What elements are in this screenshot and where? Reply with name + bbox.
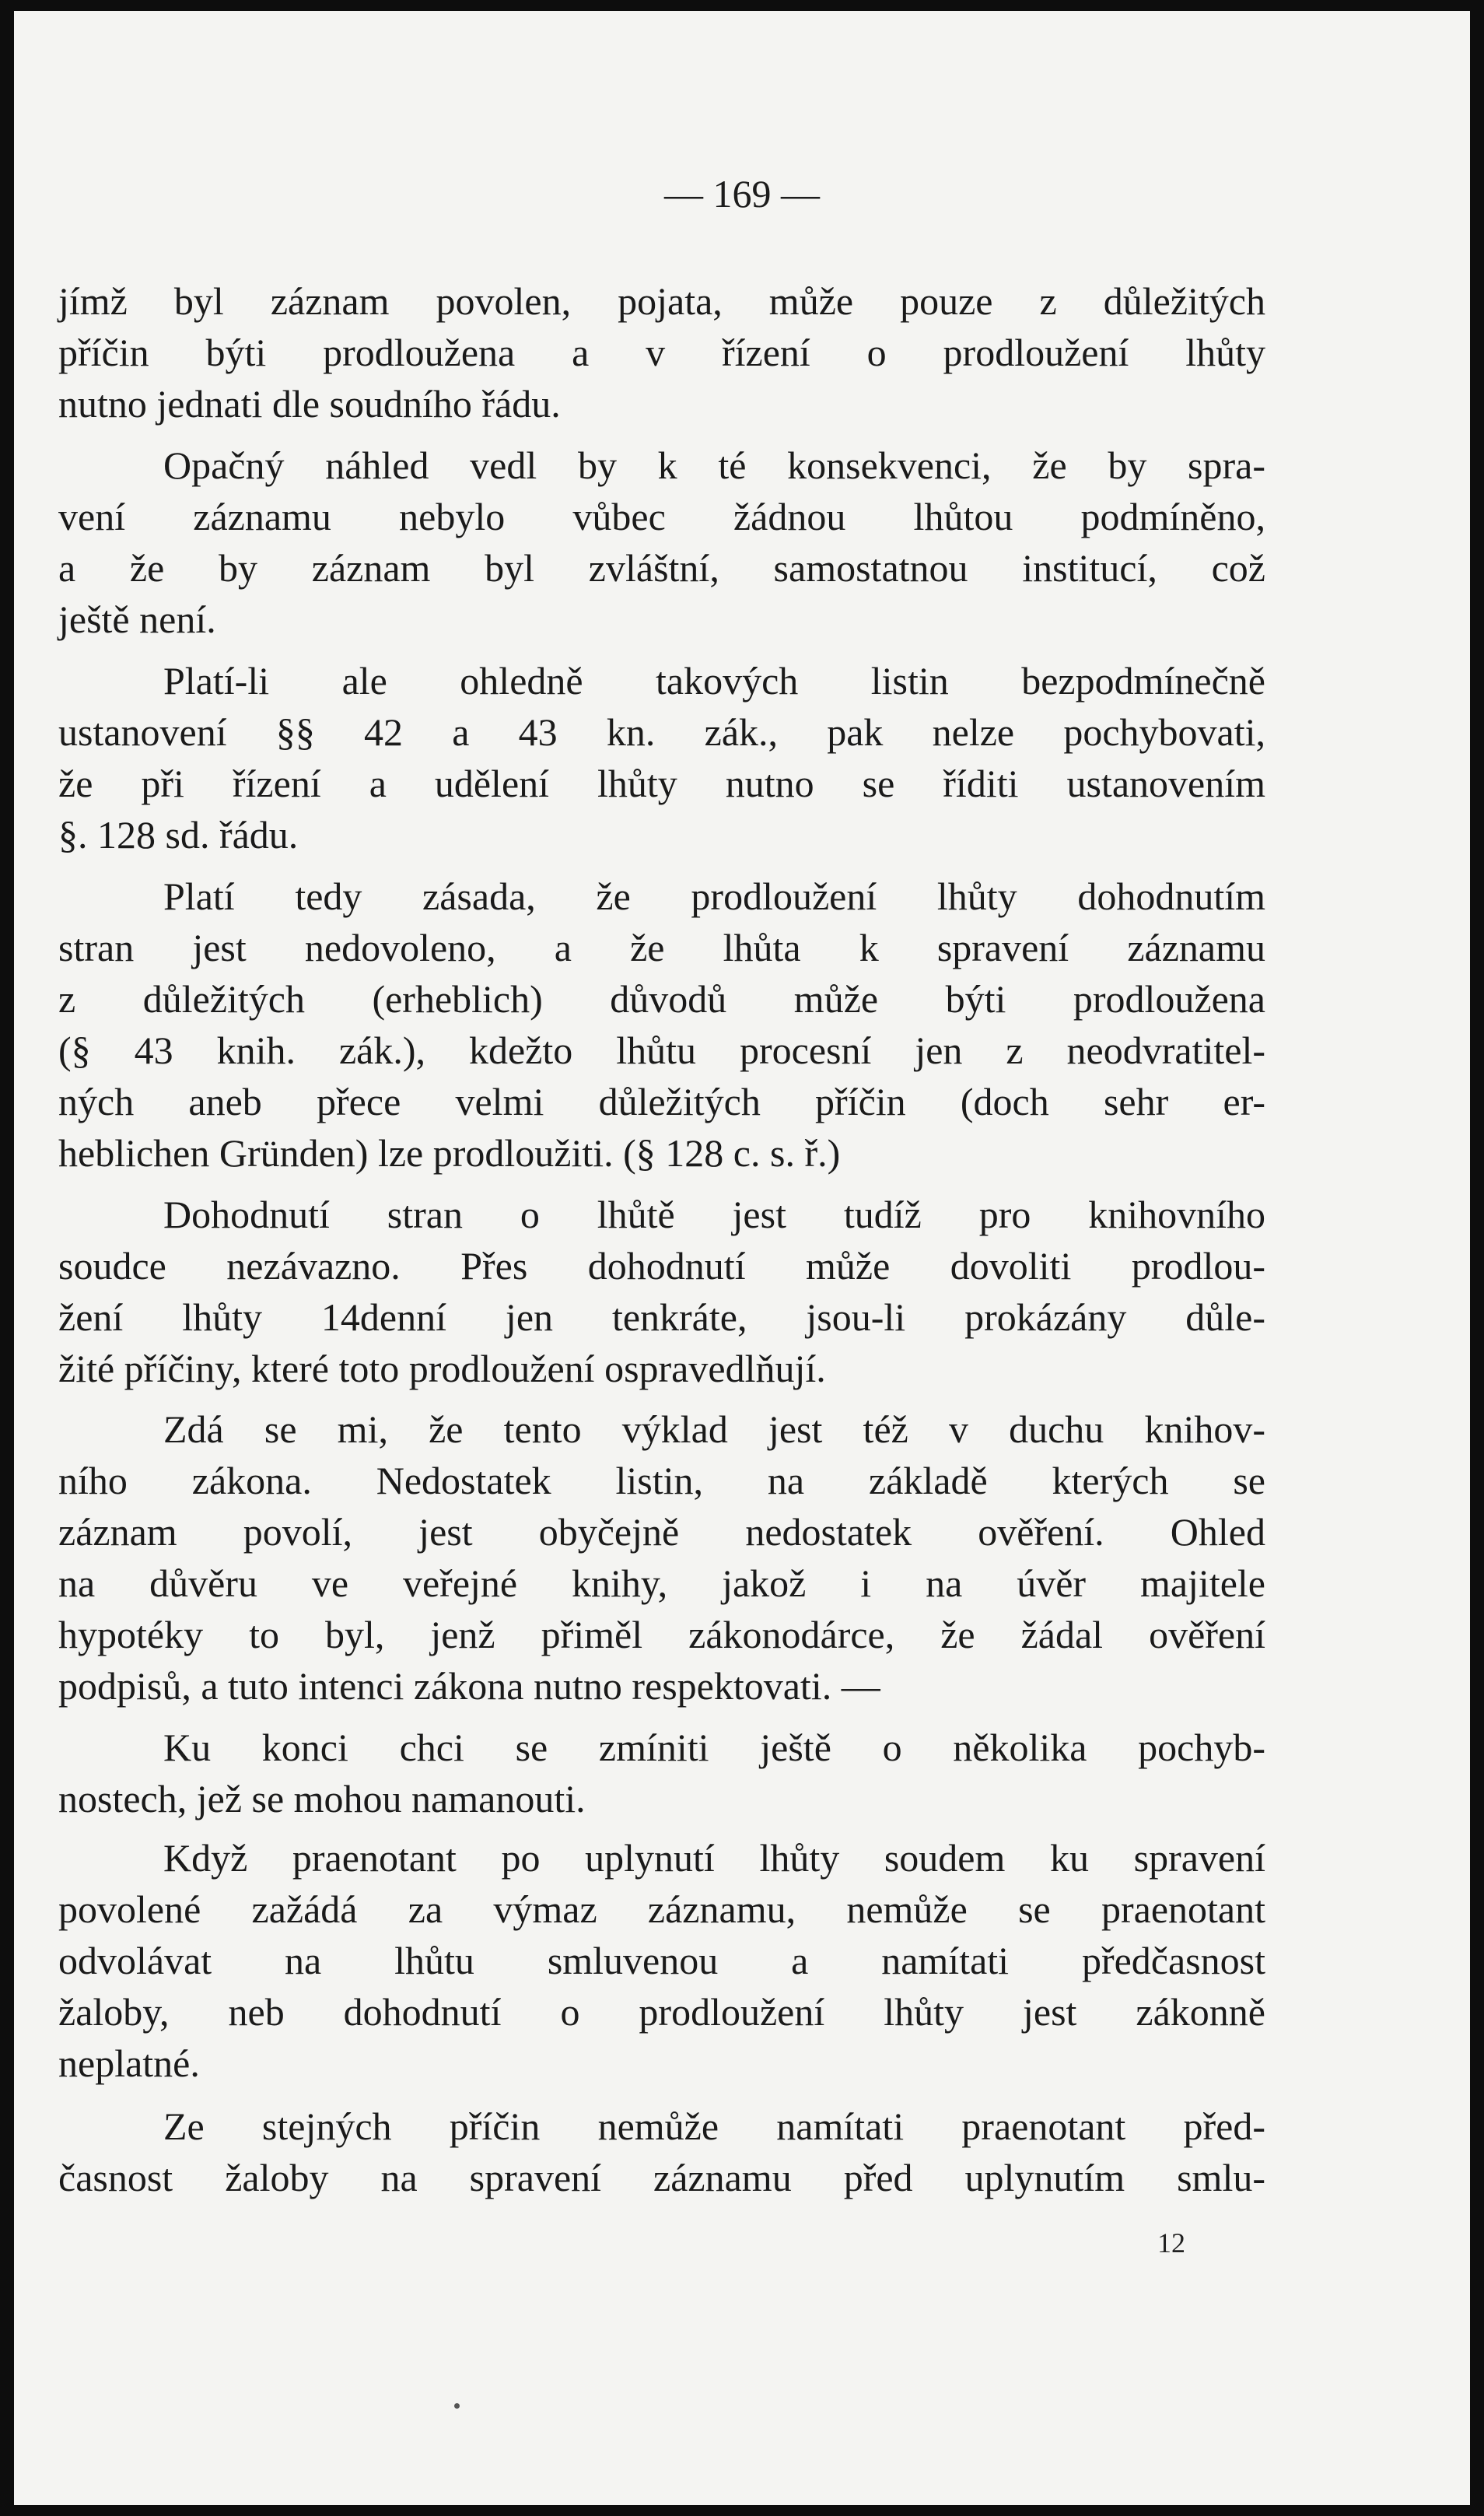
text-line: z důležitých (erheblich) důvodů může býti prodloužena <box>58 977 1265 1021</box>
text-line: Když praenotant po uplynutí lhůty soudem ku spravení <box>163 1836 1265 1880</box>
print-speck <box>454 2403 460 2409</box>
signature-mark: 12 <box>1157 2227 1185 2258</box>
text-line: záznam povolí, jest obyčejně nedostatek ověření. Ohled <box>58 1510 1265 1554</box>
text-line: Ze stejných příčin nemůže namítati praenotant před- <box>163 2104 1265 2148</box>
text-line: povolené zažádá za výmaz záznamu, nemůže se praenotant <box>58 1887 1265 1931</box>
text-line: §. 128 sd. řádu. <box>58 813 299 857</box>
text-line: na důvěru ve veřejné knihy, jakož i na úvěr majitele <box>58 1561 1265 1605</box>
text-line: Zdá se mi, že tento výklad jest též v duchu knihov- <box>163 1407 1265 1451</box>
text-line: žaloby, neb dohodnutí o prodloužení lhůty jest zákonně <box>58 1990 1265 2034</box>
paragraph-6 <box>58 1403 1265 1712</box>
page-number: — 169 — <box>664 172 820 216</box>
text-line: Ku konci chci se zmíniti ještě o několika pochyb- <box>163 1726 1265 1769</box>
text-line: stran jest nedovoleno, a že lhůta k spravení záznamu <box>58 926 1265 969</box>
paragraph-7 <box>58 1722 1265 1824</box>
text-line: (§ 43 knih. zák.), kdežto lhůtu procesní jen z neodvratitel- <box>58 1028 1265 1072</box>
text-line: podpisů, a tuto intenci zákona nutno respektovati. — <box>58 1664 880 1708</box>
text-line: ných aneb přece velmi důležitých příčin (doch sehr er- <box>58 1080 1265 1123</box>
text-line: Platí tedy zásada, že prodloužení lhůty dohodnutím <box>163 874 1265 918</box>
text-line: časnost žaloby na spravení záznamu před uplynutím smlu- <box>58 2156 1265 2199</box>
text-line: vení záznamu nebylo vůbec žádnou lhůtou podmíněno, <box>58 495 1265 538</box>
paragraph-5 <box>58 1189 1265 1394</box>
text-line: neplatné. <box>58 2041 200 2085</box>
paragraph-1 <box>58 275 1265 429</box>
text-line: nostech, jež se mohou namanouti. <box>58 1777 586 1820</box>
text-line: žení lhůty 14denní jen tenkráte, jsou-li prokázány důle- <box>58 1295 1265 1339</box>
text-line: heblichen Gründen) lze prodloužiti. (§ 128 c. s. ř.) <box>58 1131 841 1175</box>
text-line: žité příčiny, které toto prodloužení ospravedlňují. <box>58 1347 826 1390</box>
text-line: ustanovení §§ 42 a 43 kn. zák., pak nelze pochybovati, <box>58 710 1265 754</box>
text-line: soudce nezávazno. Přes dohodnutí může dovoliti prodlou- <box>58 1244 1265 1288</box>
paragraph-2 <box>58 440 1265 645</box>
paragraph-4 <box>58 871 1265 1179</box>
text-line: ního zákona. Nedostatek listin, na základě kterých se <box>58 1459 1265 1502</box>
paragraph-8 <box>58 1832 1265 2089</box>
text-line: odvolávat na lhůtu smluvenou a namítati předčasnost <box>58 1939 1265 1982</box>
text-line: že při řízení a udělení lhůty nutno se říditi ustanovením <box>58 762 1265 805</box>
text-line: hypotéky to byl, jenž přiměl zákonodárce, že žádal ověření <box>58 1613 1265 1656</box>
text-line: Platí-li ale ohledně takových listin bezpodmínečně <box>163 659 1265 703</box>
text-line: příčin býti prodloužena a v řízení o prodloužení lhůty <box>58 331 1265 374</box>
paragraph-3 <box>58 655 1265 860</box>
text-line: ještě není. <box>58 597 216 641</box>
text-line: nutno jednati dle soudního řádu. <box>58 382 561 426</box>
text-line: Opačný náhled vedl by k té konsekvenci, že by spra- <box>163 443 1265 487</box>
book-page <box>14 11 1470 2505</box>
paragraph-9 <box>58 2101 1265 2203</box>
text-line: jímž byl záznam povolen, pojata, může pouze z důležitých <box>58 279 1265 323</box>
text-line: Dohodnutí stran o lhůtě jest tudíž pro knihovního <box>163 1193 1265 1236</box>
text-line: a že by záznam byl zvláštní, samostatnou institucí, což <box>58 546 1265 590</box>
